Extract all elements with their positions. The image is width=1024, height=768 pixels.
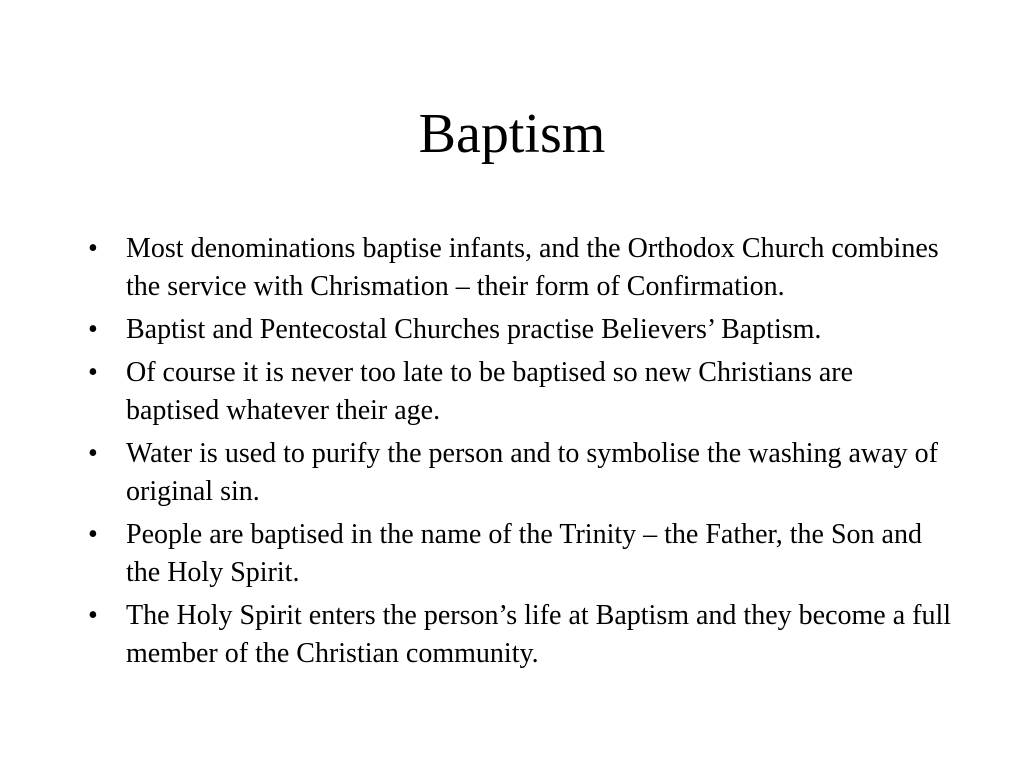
bullet-item [82, 354, 952, 430]
bullet-item [82, 311, 952, 349]
bullet-item [82, 435, 952, 511]
bullet-text: Water is used to purify the person and to symbolise the washing away of original sin. [126, 438, 938, 507]
bullet-item [82, 516, 952, 592]
bullet-item [82, 230, 952, 306]
bullet-icon: • [88, 438, 98, 469]
bullet-text: Baptist and Pentecostal Churches practise Believers’ Baptism. [126, 314, 822, 345]
bullet-icon: • [88, 233, 98, 264]
bullet-icon: • [88, 314, 98, 345]
bullet-icon: • [88, 357, 98, 388]
bullet-text: Of course it is never too late to be baptised so new Christians are baptised whatever their age. [126, 357, 854, 426]
bullet-item [82, 597, 952, 673]
bullet-text: Most denominations baptise infants, and the Orthodox Church combines the service with Chrismation – their form of Confirmation. [126, 233, 939, 302]
bullet-icon: • [88, 600, 98, 631]
bullet-text: The Holy Spirit enters the person’s life at Baptism and they become a full member of the Christian community. [126, 600, 952, 669]
bullet-text: People are baptised in the name of the Trinity – the Father, the Son and the Holy Spirit. [126, 519, 922, 588]
bullet-icon: • [88, 519, 98, 550]
bullet-list [82, 230, 952, 678]
slide-title: Baptism [418, 103, 606, 165]
